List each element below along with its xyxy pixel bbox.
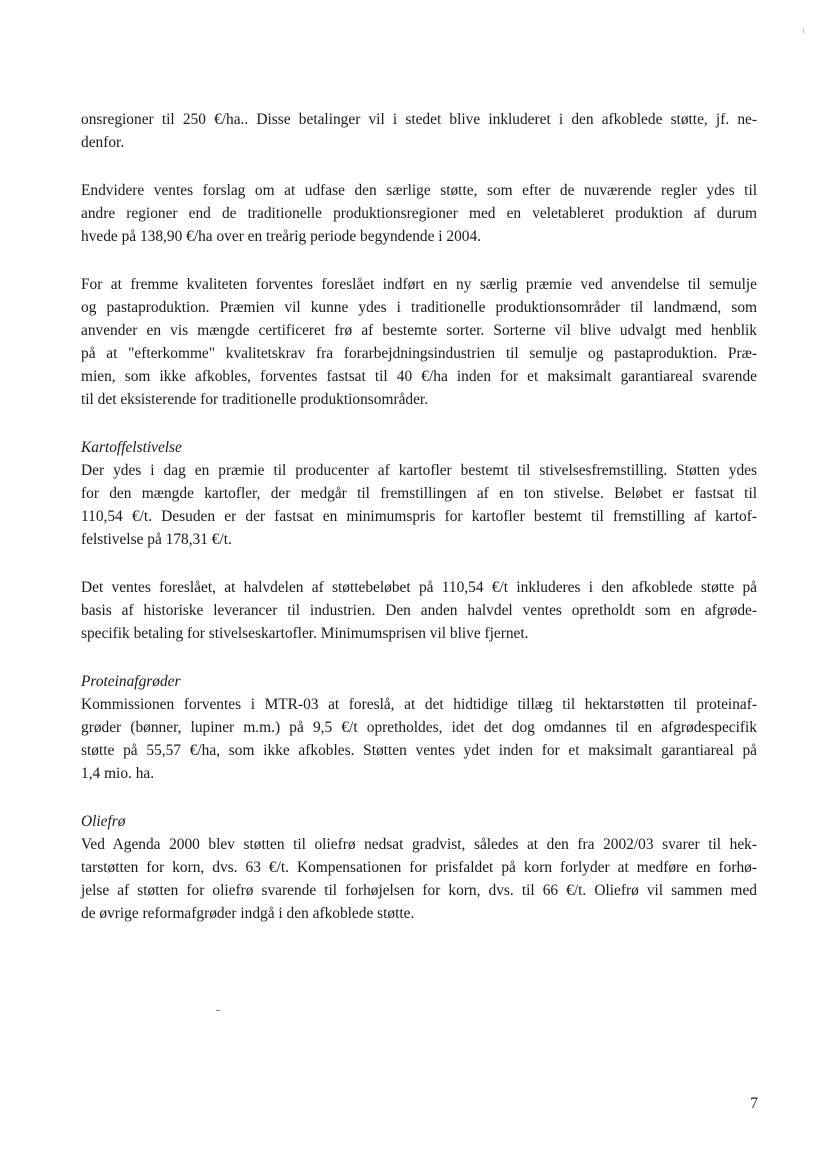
text-line: tarstøtten for korn, dvs. 63 €/t. Kompensationen for prisfaldet på korn forlyder at medføre en forhø- <box>81 859 757 876</box>
text-line: 110,54 €/t. Desuden er der fastsat en minimumspris for kartofler bestemt til fremstilling af kartof- <box>81 508 757 525</box>
text-line: grøder (bønner, lupiner m.m.) på 9,5 €/t opretholdes, idet det dog omdannes til en afgrødespecifik <box>81 719 757 736</box>
text-line: andre regioner end de traditionelle produktionsregioner med en veletableret produktion af durum <box>81 205 757 222</box>
text-line: hvede på 138,90 €/ha over en treårig periode begyndende i 2004. <box>81 228 482 245</box>
text-line: Endvidere ventes forslag om at udfase den særlige støtte, som efter de nuværende regler ydes til <box>81 182 757 199</box>
text-line: Der ydes i dag en præmie til producenter af kartofler bestemt til stivelsesfremstilling. Støtten ydes <box>81 462 757 479</box>
section-heading: Kartoffelstivelse <box>81 439 182 456</box>
text-line: felstivelse på 178,31 €/t. <box>81 531 232 548</box>
paragraph <box>81 576 757 645</box>
section-proteinafgroeder <box>81 670 757 785</box>
text-line: 1,4 mio. ha. <box>81 765 155 782</box>
text-line: for den mængde kartofler, der medgår til fremstillingen af en ton stivelse. Beløbet er fastsat til <box>81 485 757 502</box>
page-number: 7 <box>750 1095 758 1112</box>
text-line: Ved Agenda 2000 blev støtten til oliefrø nedsat gradvist, således at den fra 2002/03 svarer til hek- <box>81 836 757 853</box>
body-text <box>81 108 757 950</box>
section-heading: Oliefrø <box>81 813 126 830</box>
text-line: For at fremme kvaliteten forventes foreslået indført en ny særlig præmie ved anvendelse til semulje <box>81 276 757 293</box>
text-line: til det eksisterende for traditionelle produktionsområder. <box>81 391 429 408</box>
text-line: basis af historiske leverancer til industrien. Den anden halvdel ventes opretholdt som en afgrøde- <box>81 602 757 619</box>
text-line: støtte på 55,57 €/ha, som ikke afkobles. Støtten ventes ydet inden for et maksimalt garantiareal på <box>81 742 757 759</box>
text-line: og pastaproduktion. Præmien vil kunne ydes i traditionelle produktionsområder til landmænd, som <box>81 299 757 316</box>
scan-mark <box>803 28 804 33</box>
text-line: Kommissionen forventes i MTR-03 at foreslå, at det hidtidige tillæg til hektarstøtten til proteinaf- <box>81 696 757 713</box>
text-line: jelse af støtten for oliefrø svarende til forhøjelsen for korn, dvs. til 66 €/t. Oliefrø vil sammen med <box>81 882 757 899</box>
section-kartoffelstivelse <box>81 436 757 551</box>
text-line: denfor. <box>81 134 125 151</box>
text-line: mien, som ikke afkobles, forventes fastsat til 40 €/ha inden for et maksimalt garantiareal svarende <box>81 368 757 385</box>
text-line: på at "efterkomme" kvalitetskrav fra forarbejdningsindustrien til semulje og pastaproduktion. Præ- <box>81 345 757 362</box>
text-line: Det ventes foreslået, at halvdelen af støttebeløbet på 110,54 €/t inkluderes i den afkoblede støtte på <box>81 579 757 596</box>
paragraph <box>81 273 757 411</box>
text-line: anvender en vis mængde certificeret frø af bestemte sorter. Sorterne vil blive udvalgt med henblik <box>81 322 757 339</box>
section-heading: Proteinafgrøder <box>81 673 181 690</box>
scan-mark <box>216 1010 220 1011</box>
text-line: de øvrige reformafgrøder indgå i den afkoblede støtte. <box>81 905 415 922</box>
text-line: onsregioner til 250 €/ha.. Disse betalinger vil i stedet blive inkluderet i den afkoblede støtte, jf. ne- <box>81 111 757 128</box>
section-oliefroe <box>81 810 757 925</box>
text-line: specifik betaling for stivelseskartofler. Minimumsprisen vil blive fjernet. <box>81 625 529 642</box>
paragraph <box>81 179 757 248</box>
paragraph <box>81 108 757 154</box>
